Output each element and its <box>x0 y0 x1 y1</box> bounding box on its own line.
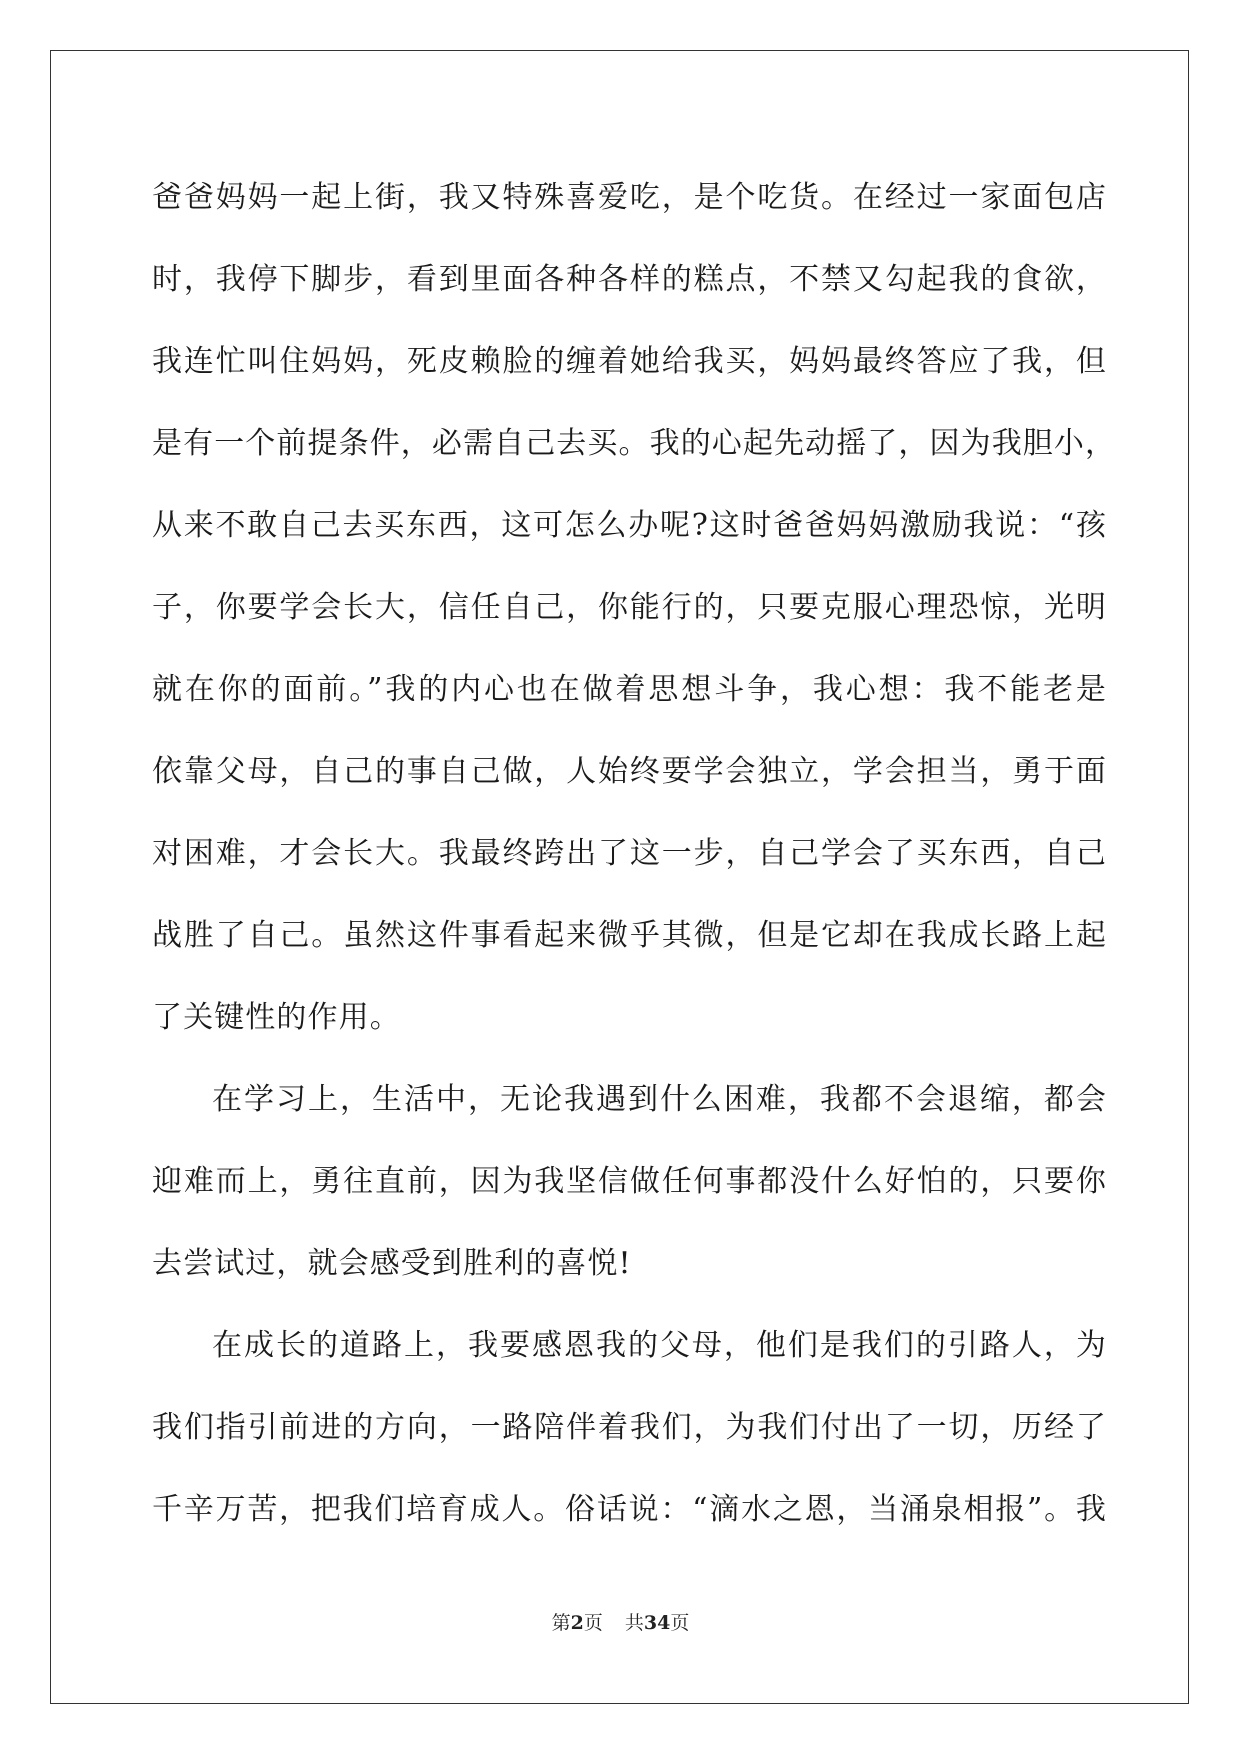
document-body <box>152 157 1117 1551</box>
text-line: 时，我停下脚步，看到里面各种各样的糕点，不禁又勾起我的食欲， <box>152 262 1107 297</box>
page-footer <box>0 1611 1241 1635</box>
text-line: 迎难而上，勇往直前，因为我坚信做任何事都没什么好怕的，只要你 <box>152 1164 1107 1199</box>
text-line: 是有一个前提条件，必需自己去买。我的心起先动摇了，因为我胆小， <box>152 426 1117 461</box>
text-line: 千辛万苦，把我们培育成人。俗话说：“滴水之恩，当涌泉相报”。我 <box>152 1492 1107 1527</box>
total-prefix: 共 <box>624 1612 644 1634</box>
page-number: 2 <box>570 1612 584 1634</box>
text-line: 依靠父母，自己的事自己做，人始终要学会独立，学会担当，勇于面 <box>152 754 1107 789</box>
text-line: 就在你的面前。”我的内心也在做着思想斗争，我心想：我不能老是 <box>152 672 1107 707</box>
text-line: 战胜了自己。虽然这件事看起来微乎其微，但是它却在我成长路上起 <box>152 918 1107 953</box>
total-pages: 34 <box>643 1612 671 1634</box>
text-line: 从来不敢自己去买东西，这可怎么办呢?这时爸爸妈妈激励我说：“孩 <box>152 508 1107 543</box>
text-line: 在成长的道路上，我要感恩我的父母，他们是我们的引路人，为 <box>212 1328 1107 1363</box>
text-line: 我连忙叫住妈妈，死皮赖脸的缠着她给我买，妈妈最终答应了我，但 <box>152 344 1107 379</box>
page-suffix: 页 <box>583 1612 603 1634</box>
total-suffix: 页 <box>670 1612 690 1634</box>
text-line: 在学习上，生活中，无论我遇到什么困难，我都不会退缩，都会 <box>212 1082 1107 1117</box>
text-line: 去尝试过，就会感受到胜利的喜悦! <box>152 1246 632 1281</box>
text-line: 我们指引前进的方向，一路陪伴着我们，为我们付出了一切，历经了 <box>152 1410 1107 1445</box>
text-line: 了关键性的作用。 <box>152 1000 401 1035</box>
page-prefix: 第 <box>551 1612 571 1634</box>
text-line: 爸爸妈妈一起上街，我又特殊喜爱吃，是个吃货。在经过一家面包店 <box>152 180 1107 215</box>
text-line: 对困难，才会长大。我最终跨出了这一步，自己学会了买东西，自己 <box>152 836 1107 871</box>
text-line: 子，你要学会长大，信任自己，你能行的，只要克服心理恐惊，光明 <box>152 590 1107 625</box>
